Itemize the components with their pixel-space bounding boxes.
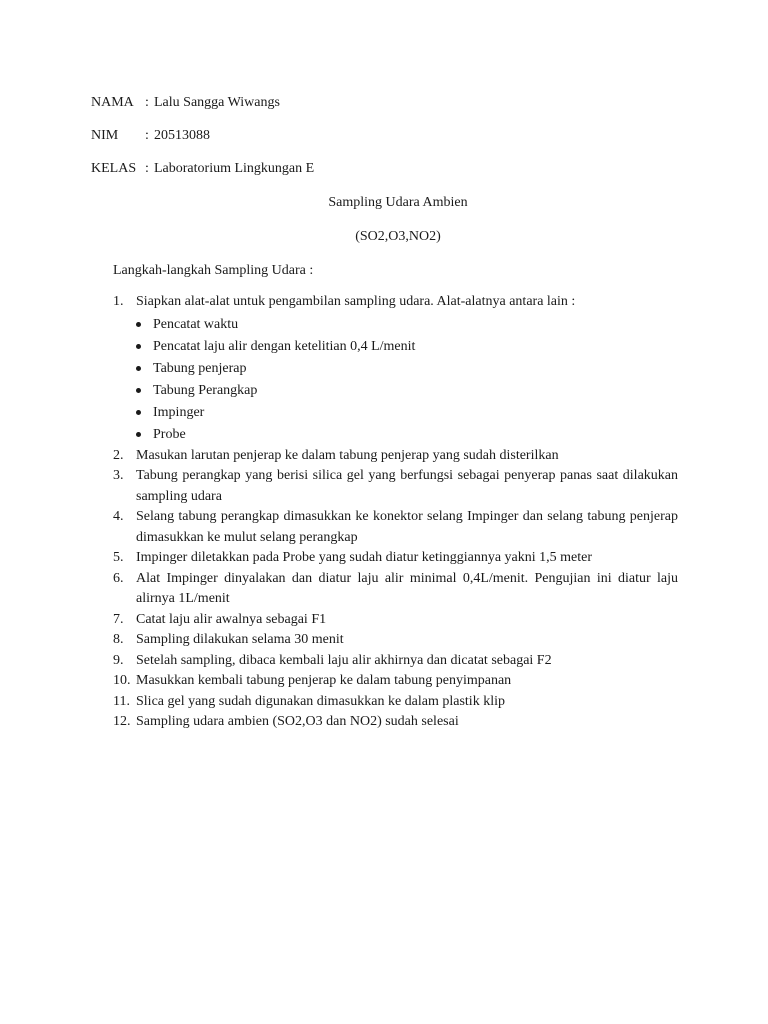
step-item [113, 292, 678, 446]
step-number: 11. [113, 693, 130, 709]
bullet-icon [136, 388, 141, 393]
step-number: 5. [113, 550, 124, 565]
equipment-item [136, 380, 678, 402]
step-item [113, 610, 678, 631]
kelas-value: Laboratorium Lingkungan E [154, 161, 315, 176]
step-number: 9. [113, 652, 124, 668]
kelas-row [91, 159, 314, 179]
step-text: Siapkan alat-alat untuk pengambilan sampling udara. Alat-alatnya antara lain : [136, 294, 576, 309]
step-text: Slica gel yang sudah digunakan dimasukkan ke dalam plastik klip [136, 693, 505, 709]
step-item [113, 548, 678, 569]
nim-row [91, 126, 210, 146]
step-number: 10. [113, 673, 131, 688]
bullet-icon [136, 344, 141, 349]
step-text: Setelah sampling, dibaca kembali laju alir akhirnya dan dicatat sebagai F2 [136, 652, 552, 668]
equipment-item-text: Pencatat waktu [153, 316, 239, 332]
equipment-item [136, 336, 678, 358]
step-text: Catat laju alir awalnya sebagai F1 [136, 611, 327, 627]
document-title: Sampling Udara Ambien [328, 195, 468, 210]
equipment-list [136, 314, 678, 446]
step-item [113, 446, 678, 467]
step-text: Selang tabung perangkap dimasukkan ke konektor selang Impinger dan selang tabung penjerap dimasukkan ke mulut selang perangkap [136, 509, 678, 545]
nim-label: NIM [91, 128, 119, 143]
equipment-item-text: Probe [153, 426, 186, 442]
nama-row [91, 93, 280, 113]
step-item [113, 507, 678, 548]
step-number: 4. [113, 509, 124, 524]
step-number: 7. [113, 611, 124, 627]
step-text: Alat Impinger dinyalakan dan diatur laju alir minimal 0,4L/menit. Pengujian ini diatur laju alirnya 1L/menit [136, 570, 678, 606]
bullet-icon [136, 322, 141, 327]
step-item [113, 671, 678, 692]
step-number: 6. [113, 570, 124, 586]
step-item [113, 630, 678, 651]
bullet-icon [136, 410, 141, 415]
step-item [113, 712, 678, 733]
step-item [113, 651, 678, 672]
step-number: 12. [113, 714, 131, 729]
step-item [113, 569, 678, 610]
nim-value: 20513088 [154, 128, 210, 143]
step-text: Tabung perangkap yang berisi silica gel yang berfungsi sebagai penyerap panas saat dilakukan sampling udara [136, 468, 678, 504]
step-number: 1. [113, 294, 124, 309]
document-subtitle: (SO2,O3,NO2) [355, 229, 441, 244]
equipment-item [136, 402, 678, 424]
nama-separator: : [145, 95, 149, 110]
equipment-item-text: Tabung Perangkap [153, 382, 258, 398]
step-text: Sampling udara ambien (SO2,O3 dan NO2) sudah selesai [136, 714, 459, 729]
nim-separator: : [145, 128, 149, 143]
equipment-item [136, 358, 678, 380]
equipment-item-text: Impinger [153, 404, 205, 420]
step-item [113, 466, 678, 507]
steps-list [113, 292, 678, 733]
equipment-item [136, 424, 678, 446]
nama-label: NAMA [91, 95, 134, 110]
step-item [113, 692, 678, 713]
equipment-item-text: Pencatat laju alir dengan ketelitian 0,4 L/menit [153, 338, 416, 354]
bullet-icon [136, 432, 141, 437]
step-number: 8. [113, 632, 124, 647]
bullet-icon [136, 366, 141, 371]
step-text: Sampling dilakukan selama 30 menit [136, 632, 344, 647]
kelas-separator: : [145, 161, 149, 176]
equipment-item-text: Tabung penjerap [153, 360, 247, 376]
step-number: 2. [113, 447, 124, 463]
step-text: Masukkan kembali tabung penjerap ke dalam tabung penyimpanan [136, 673, 512, 688]
kelas-label: KELAS [91, 161, 137, 176]
nama-value: Lalu Sangga Wiwangs [154, 95, 280, 110]
step-number: 3. [113, 468, 124, 483]
steps-intro: Langkah-langkah Sampling Udara : [113, 263, 314, 278]
step-text: Masukan larutan penjerap ke dalam tabung penjerap yang sudah disterilkan [136, 447, 559, 463]
step-text: Impinger diletakkan pada Probe yang sudah diatur ketinggiannya yakni 1,5 meter [136, 550, 593, 565]
equipment-item [136, 314, 678, 336]
